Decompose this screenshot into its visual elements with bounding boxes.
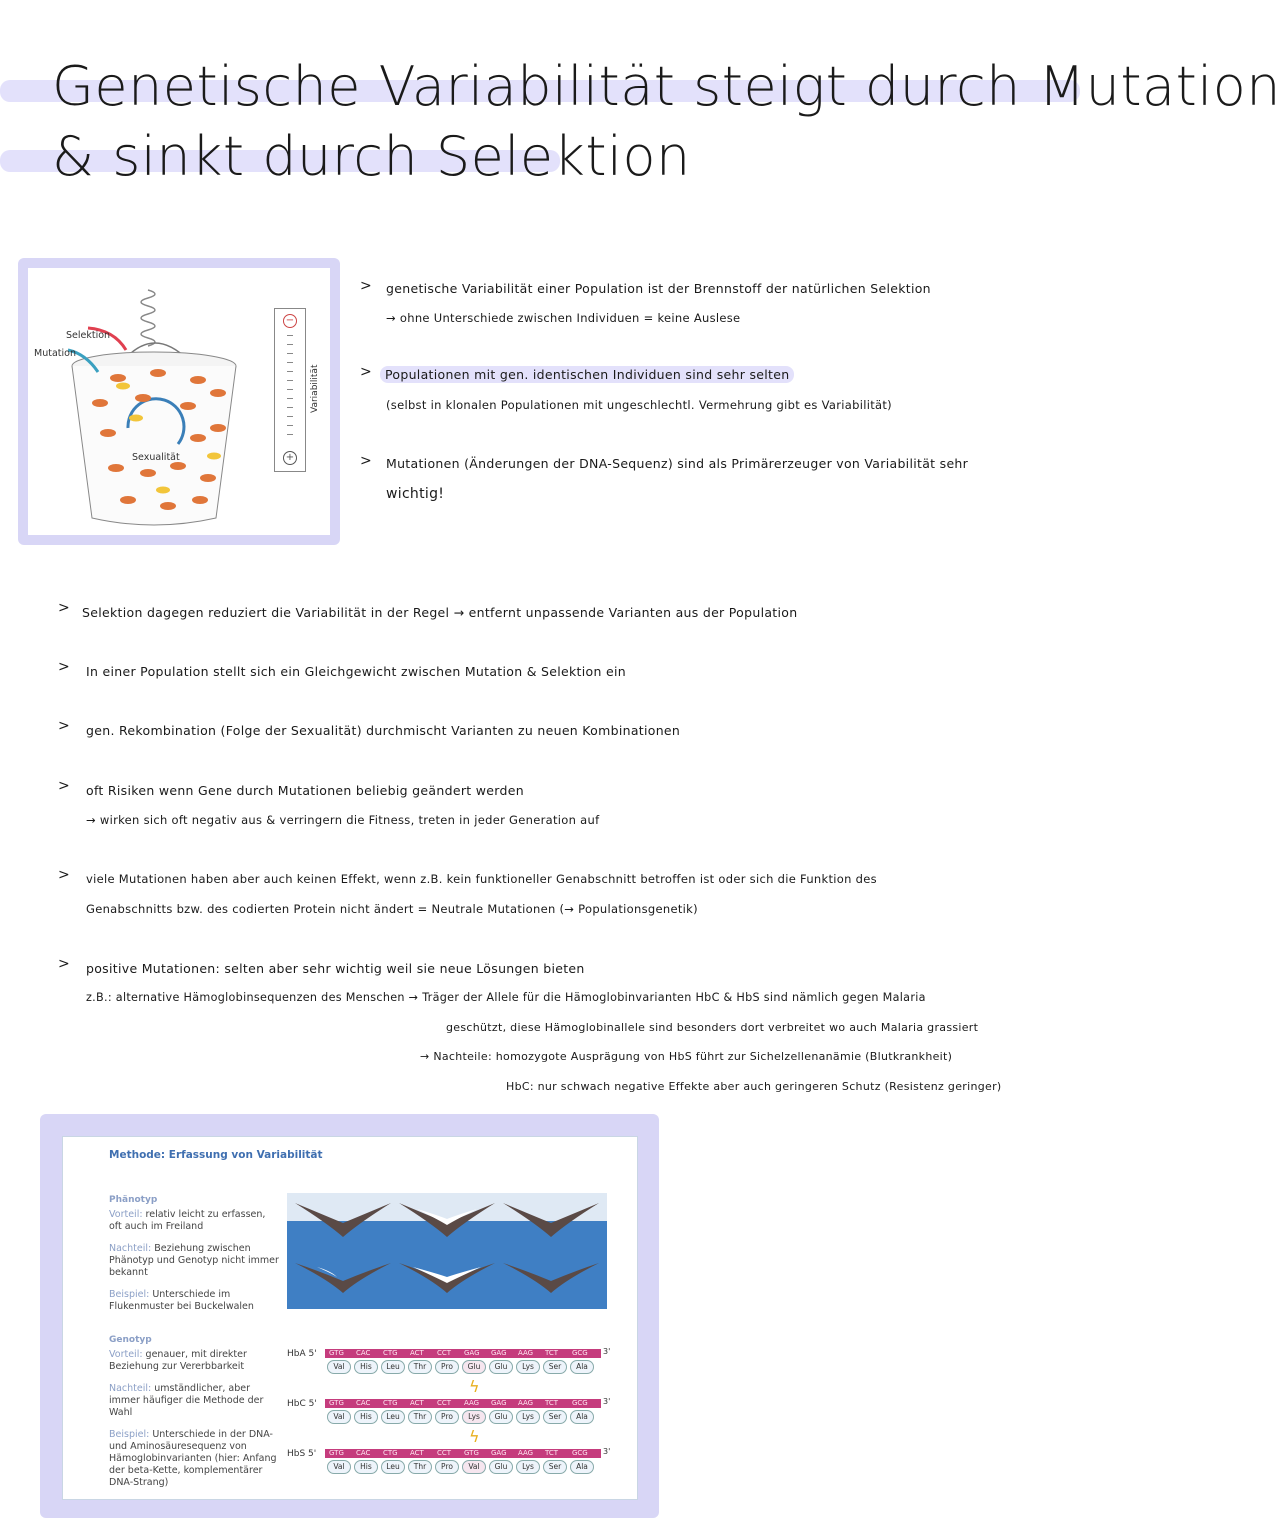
label-sexualitaet: Sexualität [132,452,180,463]
note-1: Selektion dagegen reduziert die Variabilität in der Regel → entfernt unpassende Varianten aus der Population [82,605,798,620]
note-6-line3: geschützt, diese Hämoglobinallele sind besonders dort verbreitet wo auch Malaria grassiert [446,1021,979,1034]
seq-name-hbc: HbC 5' [287,1399,317,1409]
whale-flukes-image [287,1193,607,1309]
amino-acid: Ala [570,1410,594,1424]
page-title-line1: Genetische Variabilität steigt durch Mutation [52,55,1281,118]
seq-3prime-hbs: 3' [603,1447,611,1456]
variability-bucket-figure [18,258,340,545]
codon: CCT [437,1399,452,1407]
note-bullet-3: > [58,718,70,734]
note-bullet-5: > [58,867,70,883]
codon: CAC [356,1449,371,1457]
amino-row-hbc [325,1410,601,1424]
note-3: gen. Rekombination (Folge der Sexualität) durchmischt Varianten zu neuen Kombinationen [86,723,681,738]
amino-acid: Val [327,1410,351,1424]
label-selektion: Selektion [66,330,111,341]
amino-acid: Leu [381,1410,405,1424]
genotyp-heading: Genotyp [109,1335,152,1345]
method-variability-figure [40,1114,659,1518]
codon: ACT [410,1399,424,1407]
amino-acid: Thr [408,1360,432,1374]
amino-acid: Pro [435,1460,459,1474]
side-bullet-3: > [360,453,372,469]
codon: AAG [518,1449,534,1457]
note-5-line2: Genabschnitts bzw. des codierten Protein nicht ändert = Neutrale Mutationen (→ Populationsgenetik) [86,902,698,916]
note-5-line1: viele Mutationen haben aber auch keinen Effekt, wenn z.B. kein funktioneller Genabschnitt betroffen ist oder sich die Funktion des [86,872,877,886]
phaenotyp-nachteil [109,1243,279,1279]
variability-scale [274,308,306,472]
codon: GAG [464,1349,480,1357]
side-note-2-line1 [380,367,794,382]
codon: GAG [491,1449,507,1457]
note-4-line2: → wirken sich oft negativ aus & verringern die Fitness, treten in jeder Generation auf [86,813,600,827]
note-6-line2: z.B.: alternative Hämoglobinsequenzen des Menschen → Träger der Allele für die Hämoglobinvarianten HbC & HbS sind nämlich gegen Malaria [86,991,926,1004]
genotyp-beispiel-label: Beispiel: [109,1429,150,1440]
codon: AAG [518,1349,534,1357]
side-note-1-line1: genetische Variabilität einer Population ist der Brennstoff der natürlichen Selektion [386,281,931,296]
phaenotyp-nachteil-label: Nachteil: [109,1243,152,1254]
codon: GTG [329,1349,344,1357]
side-note-3-line1: Mutationen (Änderungen der DNA-Sequenz) sind als Primärerzeuger von Variabilität sehr [386,456,969,471]
amino-acid: Ser [543,1360,567,1374]
amino-acid: Lys [516,1360,540,1374]
amino-acid: Glu [489,1360,513,1374]
codon: GTG [329,1449,344,1457]
amino-acid: Thr [408,1410,432,1424]
amino-acid: Val [462,1460,486,1474]
phaenotyp-nachteil-text: Beziehung zwischen Phänotyp und Genotyp nicht immer bekannt [109,1243,279,1278]
phaenotyp-heading: Phänotyp [109,1195,158,1205]
label-variabilitaet: Variabilität [310,364,320,413]
side-bullet-2: > [360,364,372,380]
phaenotyp-vorteil-text: relativ leicht zu erfassen, oft auch im Freiland [109,1209,266,1232]
amino-acid: Glu [489,1410,513,1424]
codon: GTG [464,1449,479,1457]
amino-acid: Leu [381,1360,405,1374]
note-bullet-6: > [58,956,70,972]
seq-bar-hbs [325,1449,601,1458]
codon: GCG [572,1449,588,1457]
note-6-line5: HbC: nur schwach negative Effekte aber auch geringeren Schutz (Resistenz geringer) [506,1080,1002,1093]
codon: TCT [545,1399,559,1407]
scale-ticks [287,335,293,443]
amino-acid: Ala [570,1460,594,1474]
amino-acid: Lys [516,1410,540,1424]
genotyp-beispiel [109,1429,279,1489]
seq-3prime-hbc: 3' [603,1397,611,1406]
note-bullet-1: > [58,600,70,616]
phaenotyp-beispiel [109,1289,279,1313]
genotyp-vorteil [109,1349,279,1373]
codon: ACT [410,1449,424,1457]
label-mutation: Mutation [34,348,76,359]
genotyp-nachteil-label: Nachteil: [109,1383,152,1394]
codon: CAC [356,1349,371,1357]
genotyp-nachteil-text: umständlicher, aber immer häufiger die Methode der Wahl [109,1383,264,1418]
mutation-bolt-icon-1: ϟ [469,1377,480,1396]
side-note-2-line2: (selbst in klonalen Populationen mit ungeschlechtl. Vermehrung gibt es Variabilität) [386,398,892,412]
amino-acid: Ala [570,1360,594,1374]
page-title-line2: & sinkt durch Selektion [52,125,691,188]
genotyp-beispiel-text: Unterschiede in der DNA- und Aminosäuresequenz von Hämoglobinvarianten (hier: Anfang der beta-Kette, komplementärer DNA-Strang) [109,1429,277,1488]
codon: ACT [410,1349,424,1357]
codon: TCT [545,1349,559,1357]
codon: GAG [491,1349,507,1357]
phaenotyp-beispiel-label: Beispiel: [109,1289,150,1300]
codon: CTG [383,1349,398,1357]
minus-icon: − [283,314,297,328]
side-note-1-line2: → ohne Unterschiede zwischen Individuen = keine Auslese [386,311,741,325]
genotyp-vorteil-text: genauer, mit direkter Beziehung zur Vererbbarkeit [109,1349,247,1372]
note-bullet-2: > [58,659,70,675]
side-bullet-1: > [360,278,372,294]
amino-acid: Ser [543,1410,567,1424]
amino-acid: Val [327,1360,351,1374]
amino-row-hba [325,1360,601,1374]
amino-acid: Leu [381,1460,405,1474]
side-note-3-line2: wichtig! [386,486,445,502]
amino-acid: His [354,1460,378,1474]
amino-acid: His [354,1360,378,1374]
note-2: In einer Population stellt sich ein Gleichgewicht zwischen Mutation & Selektion ein [86,664,626,679]
note-4-line1: oft Risiken wenn Gene durch Mutationen beliebig geändert werden [86,783,524,798]
phaenotyp-beispiel-text: Unterschiede im Flukenmuster bei Buckelwalen [109,1289,254,1312]
codon: TCT [545,1449,559,1457]
codon: CTG [383,1399,398,1407]
method-title: Methode: Erfassung von Variabilität [109,1149,323,1161]
amino-acid: His [354,1410,378,1424]
plus-icon: + [283,451,297,465]
codon: CCT [437,1449,452,1457]
note-6-line4: → Nachteile: homozygote Ausprägung von HbS führt zur Sichelzellenanämie (Blutkrankheit) [420,1050,953,1063]
seq-name-hbs: HbS 5' [287,1449,317,1459]
amino-acid: Val [327,1460,351,1474]
codon: CTG [383,1449,398,1457]
note-bullet-4: > [58,778,70,794]
codon: GCG [572,1349,588,1357]
codon: CAC [356,1399,371,1407]
amino-row-hbs [325,1460,601,1474]
codon: GCG [572,1399,588,1407]
seq-bar-hbc [325,1399,601,1408]
amino-acid: Glu [462,1360,486,1374]
genotyp-vorteil-label: Vorteil: [109,1349,143,1360]
phaenotyp-vorteil-label: Vorteil: [109,1209,143,1220]
amino-acid: Thr [408,1460,432,1474]
amino-acid: Glu [489,1460,513,1474]
amino-acid: Pro [435,1360,459,1374]
amino-acid: Pro [435,1410,459,1424]
codon: GTG [329,1399,344,1407]
amino-acid: Lys [516,1460,540,1474]
codon: GAG [491,1399,507,1407]
seq-bar-hba [325,1349,601,1358]
seq-3prime-hba: 3' [603,1347,611,1356]
mutation-bolt-icon-2: ϟ [469,1427,480,1446]
amino-acid: Ser [543,1460,567,1474]
amino-acid: Lys [462,1410,486,1424]
codon: AAG [464,1399,480,1407]
note-6-line1: positive Mutationen: selten aber sehr wichtig weil sie neue Lösungen bieten [86,961,585,976]
codon: AAG [518,1399,534,1407]
phaenotyp-vorteil [109,1209,279,1233]
side-note-2-text: Populationen mit gen. identischen Individuen sind sehr selten [380,366,794,383]
genotyp-nachteil [109,1383,279,1419]
codon: CCT [437,1349,452,1357]
seq-name-hba: HbA 5' [287,1349,317,1359]
